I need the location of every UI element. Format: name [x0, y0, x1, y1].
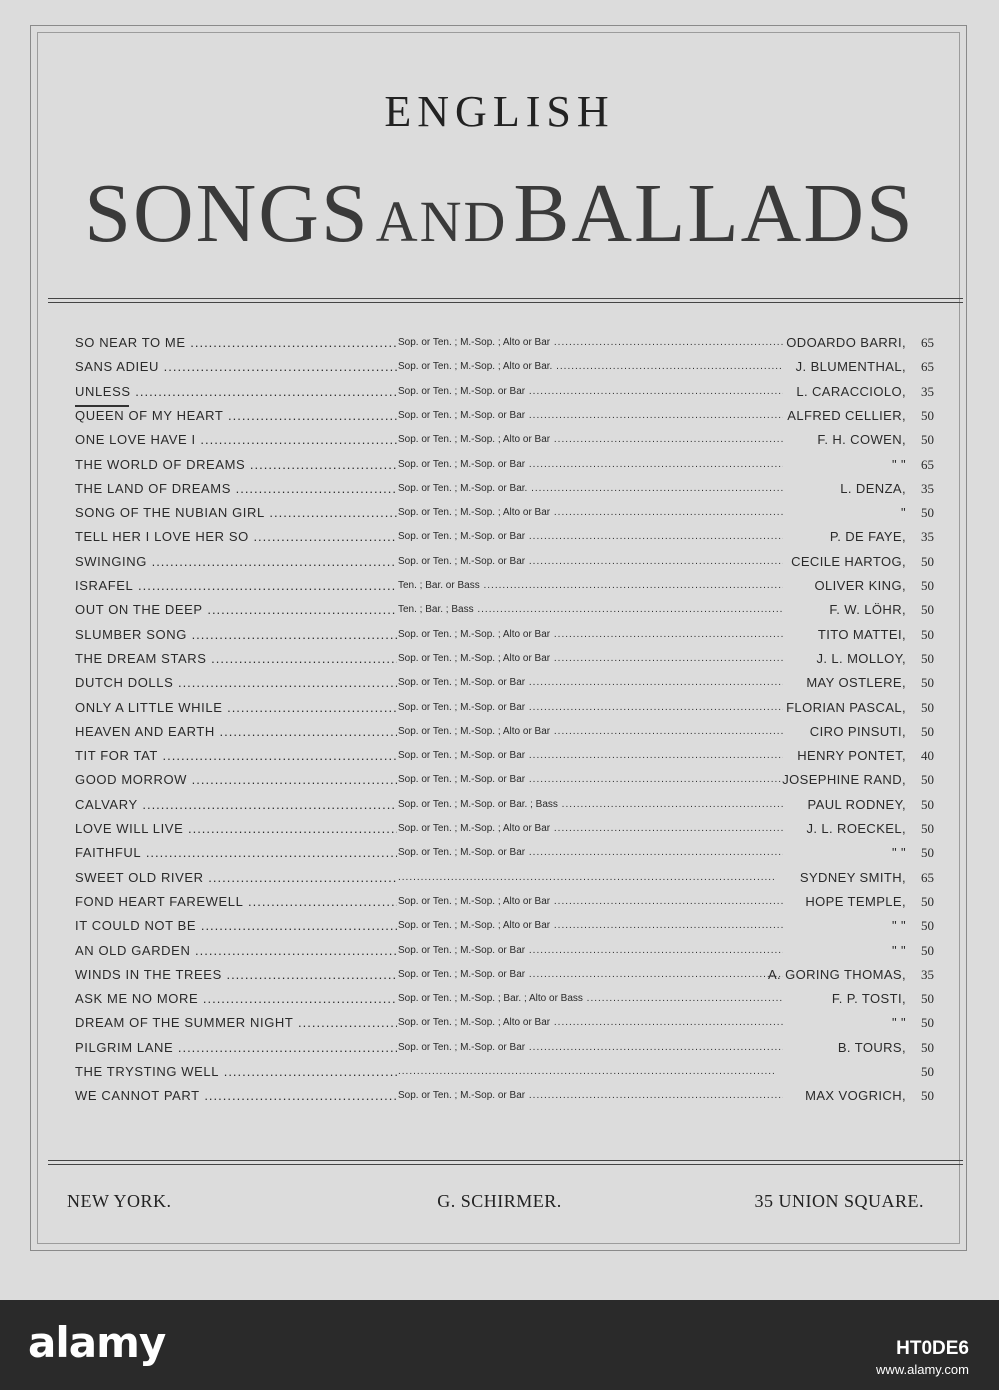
song-row	[0, 840, 999, 864]
song-composer: P. DE FAYE,	[829, 529, 906, 545]
song-row	[0, 986, 999, 1010]
song-composer: " "	[891, 456, 906, 472]
song-title: SO NEAR TO ME .....	[75, 335, 397, 350]
song-price: 50	[921, 991, 934, 1007]
song-voices: Sop. or Ten. ; M.-Sop. or Bar .....	[398, 702, 783, 713]
song-row	[0, 743, 999, 767]
footer-city: NEW YORK.	[67, 1191, 172, 1211]
song-price: 50	[921, 723, 934, 739]
song-voices: Sop. or Ten. ; M.-Sop. ; Alto or Bar. .....	[398, 361, 783, 372]
song-price: 50	[921, 942, 934, 958]
song-row	[0, 452, 999, 476]
song-price: 50	[921, 1015, 934, 1031]
song-title: SANS ADIEU .....	[75, 359, 397, 374]
song-row	[0, 476, 999, 500]
song-price: 50	[921, 602, 934, 618]
song-voices	[398, 872, 783, 883]
song-row	[0, 1059, 999, 1083]
song-voices: Sop. or Ten. ; M.-Sop. or Bar .....	[398, 531, 783, 542]
song-title: THE DREAM STARS .....	[75, 651, 397, 666]
song-price: 35	[921, 529, 934, 545]
song-voices: Sop. or Ten. ; M.-Sop. ; Alto or Bar .....	[398, 896, 783, 907]
song-composer: PAUL RODNEY,	[807, 796, 906, 812]
song-composer: A. GORING THOMAS,	[767, 966, 906, 982]
song-row	[0, 719, 999, 743]
song-voices: Sop. or Ten. ; M.-Sop. or Bar .....	[398, 1090, 783, 1101]
song-voices: Sop. or Ten. ; M.-Sop. ; Bar. ; Alto or Bass .....	[398, 993, 783, 1004]
song-voices: Sop. or Ten. ; M.-Sop. or Bar .....	[398, 386, 783, 397]
divider-top-1	[48, 298, 963, 299]
song-price: 50	[921, 821, 934, 836]
song-composer: J. BLUMENTHAL,	[795, 359, 906, 375]
song-title: WINDS IN THE TREES .....	[75, 967, 397, 982]
song-title: ONE LOVE HAVE I .....	[75, 432, 397, 447]
song-price: 40	[921, 748, 934, 764]
song-title: OUT ON THE DEEP .....	[75, 602, 397, 617]
song-title: UNLESS .....	[75, 384, 397, 399]
song-voices: Sop. or Ten. ; M.-Sop. or Bar .....	[398, 774, 783, 785]
song-title: ONLY A LITTLE WHILE .....	[75, 700, 397, 715]
song-composer: ODOARDO BARRI,	[786, 335, 906, 350]
song-voices	[398, 1066, 783, 1077]
song-voices: Sop. or Ten. ; M.-Sop. or Bar .....	[398, 750, 783, 761]
song-title: ISRAFEL .....	[75, 578, 397, 593]
song-row	[0, 670, 999, 694]
song-composer: MAY OSTLERE,	[806, 675, 906, 691]
title-songs-and-ballads	[0, 165, 999, 262]
song-composer: MAX VOGRICH,	[805, 1088, 906, 1104]
song-composer: F. H. COWEN,	[817, 432, 906, 448]
song-composer: J. L. ROECKEL,	[806, 821, 906, 836]
footer-publisher: G. SCHIRMER.	[437, 1191, 562, 1211]
song-voices: Sop. or Ten. ; M.-Sop. or Bar .....	[398, 945, 783, 956]
song-composer: L. DENZA,	[840, 480, 906, 496]
song-voices: Sop. or Ten. ; M.-Sop. or Bar .....	[398, 847, 783, 858]
song-title: TIT FOR TAT .....	[75, 748, 397, 763]
song-title: LOVE WILL LIVE .....	[75, 821, 397, 836]
song-title: IT COULD NOT BE .....	[75, 918, 397, 933]
song-price: 65	[921, 359, 934, 375]
divider-top-2	[48, 302, 963, 303]
song-price: 35	[921, 383, 934, 399]
song-composer: " "	[891, 1015, 906, 1031]
song-composer: CIRO PINSUTI,	[809, 723, 906, 739]
song-title: CALVARY .....	[75, 797, 397, 812]
song-title: HEAVEN AND EARTH .....	[75, 724, 397, 739]
song-price: 50	[921, 772, 934, 788]
song-composer: CECILE HARTOG,	[791, 553, 906, 569]
song-composer: L. CARACCIOLO,	[796, 383, 906, 399]
song-price: 50	[921, 893, 934, 909]
song-composer: ALFRED CELLIER,	[787, 407, 906, 423]
alamy-logo: alamy	[28, 1318, 166, 1367]
song-price: 50	[921, 675, 934, 691]
song-composer: TITO MATTEI,	[817, 626, 906, 642]
song-row	[0, 427, 999, 451]
song-voices: Sop. or Ten. ; M.-Sop. ; Alto or Bar .....	[398, 920, 783, 931]
song-composer: " "	[891, 918, 906, 934]
title-word-ballads: BALLADS	[513, 167, 915, 260]
song-title: AN OLD GARDEN .....	[75, 943, 397, 958]
song-row	[0, 646, 999, 670]
song-price: 50	[921, 407, 934, 423]
song-row	[0, 549, 999, 573]
song-title: WE CANNOT PART .....	[75, 1088, 397, 1103]
song-row	[0, 1083, 999, 1107]
song-row	[0, 913, 999, 937]
song-row	[0, 889, 999, 913]
song-voices: Sop. or Ten. ; M.-Sop. ; Alto or Bar .....	[398, 337, 783, 348]
song-price: 50	[921, 578, 934, 593]
song-composer: F. P. TOSTI,	[831, 991, 906, 1007]
watermark-url: www.alamy.com	[876, 1362, 969, 1377]
song-row	[0, 695, 999, 719]
divider-bottom-2	[48, 1164, 963, 1165]
song-composer: "	[900, 505, 906, 521]
song-row	[0, 816, 999, 840]
song-voices: Sop. or Ten. ; M.-Sop. ; Alto or Bar .....	[398, 629, 783, 640]
song-voices: Sop. or Ten. ; M.-Sop. or Bar .....	[398, 1042, 783, 1053]
song-price: 50	[921, 1088, 934, 1104]
song-voices: Ten. ; Bar. or Bass .....	[398, 580, 783, 591]
song-price: 50	[921, 845, 934, 861]
song-price: 50	[921, 699, 934, 715]
song-price: 65	[921, 869, 934, 885]
song-composer: FLORIAN PASCAL,	[786, 699, 906, 715]
song-voices: Sop. or Ten. ; M.-Sop. or Bar .....	[398, 459, 783, 470]
song-row	[0, 524, 999, 548]
song-voices: Sop. or Ten. ; M.-Sop. ; Alto or Bar .....	[398, 507, 783, 518]
song-price: 50	[921, 1064, 934, 1079]
song-voices: Sop. or Ten. ; M.-Sop. or Bar .....	[398, 556, 783, 567]
song-voices: Sop. or Ten. ; M.-Sop. or Bar .....	[398, 677, 783, 688]
song-price: 65	[921, 335, 934, 350]
song-price: 65	[921, 456, 934, 472]
song-price: 50	[921, 1039, 934, 1055]
song-price: 50	[921, 553, 934, 569]
song-composer: SYDNEY SMITH,	[799, 869, 906, 885]
song-row	[0, 354, 999, 378]
song-title: GOOD MORROW .....	[75, 772, 397, 787]
song-composer: F. W. LÖHR,	[829, 602, 906, 618]
song-voices: Sop. or Ten. ; M.-Sop. or Bar. .....	[398, 483, 783, 494]
song-row	[0, 500, 999, 524]
song-title: PILGRIM LANE .....	[75, 1040, 397, 1055]
song-composer: " "	[891, 942, 906, 958]
song-row	[0, 573, 999, 597]
song-row	[0, 962, 999, 986]
song-title: SWEET OLD RIVER .....	[75, 870, 397, 885]
song-composer: JOSEPHINE RAND,	[782, 772, 906, 788]
song-title: ASK ME NO MORE .....	[75, 991, 397, 1006]
song-row	[0, 597, 999, 621]
song-composer: HOPE TEMPLE,	[805, 893, 906, 909]
song-row	[0, 379, 999, 403]
song-composer: J. L. MOLLOY,	[816, 650, 906, 666]
song-voices: Sop. or Ten. ; M.-Sop. ; Alto or Bar .....	[398, 726, 783, 737]
song-price: 35	[921, 480, 934, 496]
song-title: FOND HEART FAREWELL .....	[75, 894, 397, 909]
song-voices: Sop. or Ten. ; M.-Sop. ; Alto or Bar .....	[398, 434, 783, 445]
song-title: SLUMBER SONG .....	[75, 627, 397, 642]
song-voices: Ten. ; Bar. ; Bass .....	[398, 604, 783, 615]
song-row	[0, 403, 999, 427]
image-id: HT0DE6	[896, 1338, 969, 1359]
title-word-and: AND	[375, 189, 508, 254]
song-voices: Sop. or Ten. ; M.-Sop. or Bar .....	[398, 969, 783, 980]
song-row	[0, 1010, 999, 1034]
song-price: 50	[921, 650, 934, 666]
song-title: THE TRYSTING WELL .....	[75, 1064, 397, 1079]
song-row	[0, 938, 999, 962]
song-row	[0, 330, 999, 354]
title-word-songs: SONGS	[84, 167, 370, 260]
song-voices: Sop. or Ten. ; M.-Sop. or Bar .....	[398, 410, 783, 421]
song-voices: Sop. or Ten. ; M.-Sop. ; Alto or Bar .....	[398, 1017, 783, 1028]
song-composer: B. TOURS,	[837, 1039, 906, 1055]
song-price: 50	[921, 505, 934, 521]
song-title: FAITHFUL .....	[75, 845, 397, 860]
song-composer: HENRY PONTET,	[797, 748, 906, 764]
song-title: TELL HER I LOVE HER SO .....	[75, 529, 397, 544]
song-composer: OLIVER KING,	[814, 578, 906, 593]
song-price: 50	[921, 626, 934, 642]
song-voices: Sop. or Ten. ; M.-Sop. or Bar. ; Bass .....	[398, 799, 783, 810]
song-title: QUEEN OF MY HEART .....	[75, 408, 397, 423]
song-title: DREAM OF THE SUMMER NIGHT .....	[75, 1015, 397, 1030]
song-price: 50	[921, 796, 934, 812]
song-row	[0, 865, 999, 889]
song-title: SWINGING .....	[75, 554, 397, 569]
song-voices: Sop. or Ten. ; M.-Sop. ; Alto or Bar .....	[398, 653, 783, 664]
song-row	[0, 622, 999, 646]
song-row	[0, 1035, 999, 1059]
song-title: SONG OF THE NUBIAN GIRL .....	[75, 505, 397, 520]
song-title: THE LAND OF DREAMS .....	[75, 481, 397, 496]
song-price: 50	[921, 918, 934, 934]
song-title: THE WORLD OF DREAMS .....	[75, 457, 397, 472]
song-price: 35	[921, 966, 934, 982]
song-voices: Sop. or Ten. ; M.-Sop. ; Alto or Bar .....	[398, 823, 783, 834]
song-composer: " "	[891, 845, 906, 861]
song-price: 50	[921, 432, 934, 448]
title-english: ENGLISH	[384, 87, 615, 136]
song-row	[0, 792, 999, 816]
pencil-underline	[75, 405, 129, 407]
divider-bottom-1	[48, 1160, 963, 1161]
song-row	[0, 767, 999, 791]
footer-address: 35 UNION SQUARE.	[754, 1191, 924, 1211]
song-title: DUTCH DOLLS .....	[75, 675, 397, 690]
